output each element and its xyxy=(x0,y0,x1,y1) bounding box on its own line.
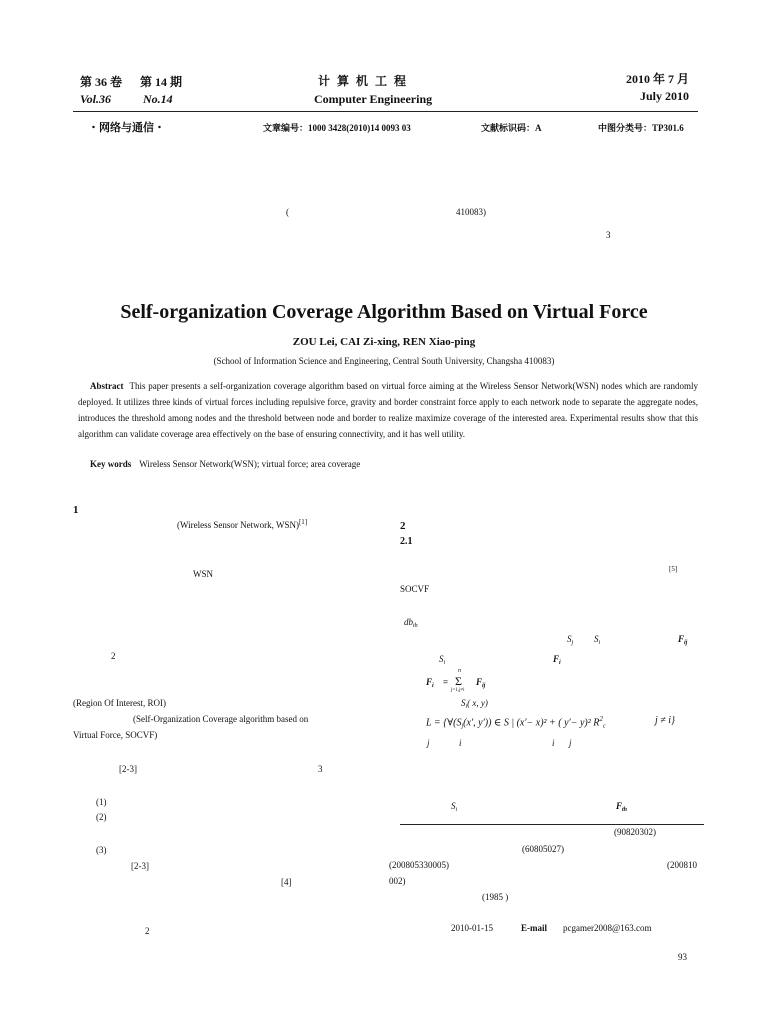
eq1-rhs xyxy=(476,677,485,689)
sj-subscript: j xyxy=(571,640,574,646)
list-item-2: (2) xyxy=(96,812,107,822)
left-num-3: 3 xyxy=(318,764,323,774)
si3-text: S xyxy=(451,801,456,811)
cn-abstract-fragment: 3 xyxy=(606,230,611,240)
footnote-rule xyxy=(400,824,704,825)
left-num-2a: 2 xyxy=(111,651,116,661)
issue-en: No.14 xyxy=(143,92,173,106)
si2-subscript: i xyxy=(443,660,446,666)
si-xy xyxy=(461,698,488,710)
i-var-2: i xyxy=(552,738,555,748)
fund-3: (200805330005) xyxy=(389,860,449,870)
eq2-end: j ≠ i} xyxy=(655,715,676,726)
sj-symbol xyxy=(567,634,573,646)
sixy-text: S xyxy=(461,698,466,708)
db-th-symbol xyxy=(404,617,418,629)
section-label: ・网络与通信・ xyxy=(88,122,165,134)
fth-symbol xyxy=(616,801,627,813)
fij-subscript: ij xyxy=(684,640,688,646)
ref-4: [4] xyxy=(281,877,292,887)
sixy-args: ( x, y) xyxy=(467,698,488,708)
eq1-lhs xyxy=(426,677,434,689)
fund-4a: (200810 xyxy=(667,860,697,870)
eq1-sum-top: n xyxy=(458,668,461,674)
i-var-1: i xyxy=(459,738,462,748)
eq1-sum-bottom: j=1,j≠i xyxy=(451,688,465,693)
header-rule xyxy=(73,111,698,112)
fi-symbol xyxy=(553,654,561,666)
eq2-rest: (x′, y′)) ∈ S | (x′− x)² + ( y′− y)² R xyxy=(463,717,600,729)
eq2-start: L = {∀(S xyxy=(426,717,462,729)
abstract-label: Abstract xyxy=(90,381,124,391)
keywords xyxy=(90,459,360,469)
journal-title-en: Computer Engineering xyxy=(314,92,433,106)
roi-text: (Region Of Interest, ROI) xyxy=(73,698,166,708)
article-number: 文章编号：1000 3428(2010)14 0093 03 xyxy=(263,123,411,133)
abstract xyxy=(78,378,698,442)
eq1-lhs-text: F xyxy=(426,677,433,687)
eq1-lhs-subscript: i xyxy=(432,683,434,689)
cn-affiliation-paren: ( xyxy=(286,207,289,217)
fij-text: F xyxy=(678,634,685,644)
ref-2-3-a: [2-3] xyxy=(119,764,137,774)
received-date: 2010-01-15 xyxy=(451,923,493,933)
eq1-equals: = xyxy=(443,677,449,687)
paper-title: Self-organization Coverage Algorithm Based on Virtual Force xyxy=(120,301,648,323)
ref-1: [1] xyxy=(298,518,308,526)
list-item-1: (1) xyxy=(96,797,107,807)
fth-subscript: th xyxy=(622,807,628,813)
affiliation: (School of Information Science and Engineering, Central South University, Changsha 410083) xyxy=(213,356,555,366)
eq2-subscript: j xyxy=(461,723,464,730)
volume-cn: 第 36 卷 xyxy=(80,75,123,89)
ref-2-3-b: [2-3] xyxy=(131,861,149,871)
eq2-rc-sup: 2 xyxy=(599,715,603,723)
clc-number: 中图分类号：TP301.6 xyxy=(598,123,684,133)
socvf-line2: Virtual Force, SOCVF) xyxy=(73,730,158,740)
db-subscript: th xyxy=(413,623,418,629)
si-text: S xyxy=(594,634,599,644)
page-number: 93 xyxy=(678,952,687,962)
fij-symbol xyxy=(678,634,687,646)
si3-subscript: i xyxy=(455,807,458,813)
sj-text: S xyxy=(567,634,572,644)
fi-text: F xyxy=(553,654,560,664)
eq2-rc-sub: c xyxy=(602,723,606,730)
eq2 xyxy=(426,715,606,729)
si-subscript: i xyxy=(598,640,601,646)
eq1-rhs-text: F xyxy=(476,677,483,687)
eq1-sigma: Σ xyxy=(455,674,462,688)
j-var-1: j xyxy=(427,738,430,748)
j-var-2: j xyxy=(569,738,572,748)
si2-symbol xyxy=(439,654,445,666)
section-2-1-heading: 2.1 xyxy=(400,536,413,547)
abstract-text: This paper presents a self-organization coverage algorithm based on virtual force aiming at the Wireless Sensor Network(WSN) nodes which are randomly deployed. It utilizes three kinds of virtual forces including repulsive force, gravity and border constraint force apply to each network node to separate the aggregate nodes, introduces the threshold among nodes and the threshold between node and border to realize maximize coverage of the interested area. Experimental results show that this algorithm can validate coverage area effectively on the base of ensuring connectivity, and it has well utility. xyxy=(78,381,698,439)
db-text: db xyxy=(404,617,413,627)
journal-title-cn: 计 算 机 工 程 xyxy=(318,74,409,88)
wsn-full-text: (Wireless Sensor Network, WSN) xyxy=(177,520,299,530)
si3-symbol xyxy=(451,801,457,813)
date-en: July 2010 xyxy=(640,89,690,103)
section-2-heading: 2 xyxy=(400,520,406,532)
wsn-abbrev: WSN xyxy=(193,569,213,579)
authors: ZOU Lei, CAI Zi-xing, REN Xiao-ping xyxy=(292,336,476,348)
fi-subscript: i xyxy=(559,660,561,666)
section-1-heading: 1 xyxy=(73,504,79,516)
keywords-label: Key words xyxy=(90,459,132,469)
fund-1: (90820302) xyxy=(614,827,656,837)
left-num-2b: 2 xyxy=(145,926,150,936)
wsn-full-name xyxy=(177,518,307,530)
issue-cn: 第 14 期 xyxy=(140,75,183,89)
date-cn: 2010 年 7 月 xyxy=(626,72,690,86)
fund-2: (60805027) xyxy=(522,844,564,854)
author-birth: (1985 ) xyxy=(482,892,509,902)
sixy-subscript: i xyxy=(465,704,468,710)
document-code: 文献标识码：A xyxy=(481,123,542,133)
fund-4b: 002) xyxy=(389,876,406,886)
eq1-rhs-subscript: ij xyxy=(482,683,486,689)
socvf-line1: (Self-Organization Coverage algorithm based on xyxy=(133,714,309,724)
si2-text: S xyxy=(439,654,444,664)
email-address: pcgamer2008@163.com xyxy=(563,923,652,933)
email-label: E-mail xyxy=(521,923,547,933)
keywords-text: Wireless Sensor Network(WSN); virtual force; area coverage xyxy=(139,459,361,469)
list-item-3: (3) xyxy=(96,845,107,855)
socvf-abbrev: SOCVF xyxy=(400,584,430,594)
si-symbol xyxy=(594,634,600,646)
fth-text: F xyxy=(616,801,623,811)
cn-affiliation-postcode: 410083) xyxy=(456,207,486,217)
volume-en: Vol.36 xyxy=(80,92,112,106)
ref-5: [5] xyxy=(669,565,678,573)
